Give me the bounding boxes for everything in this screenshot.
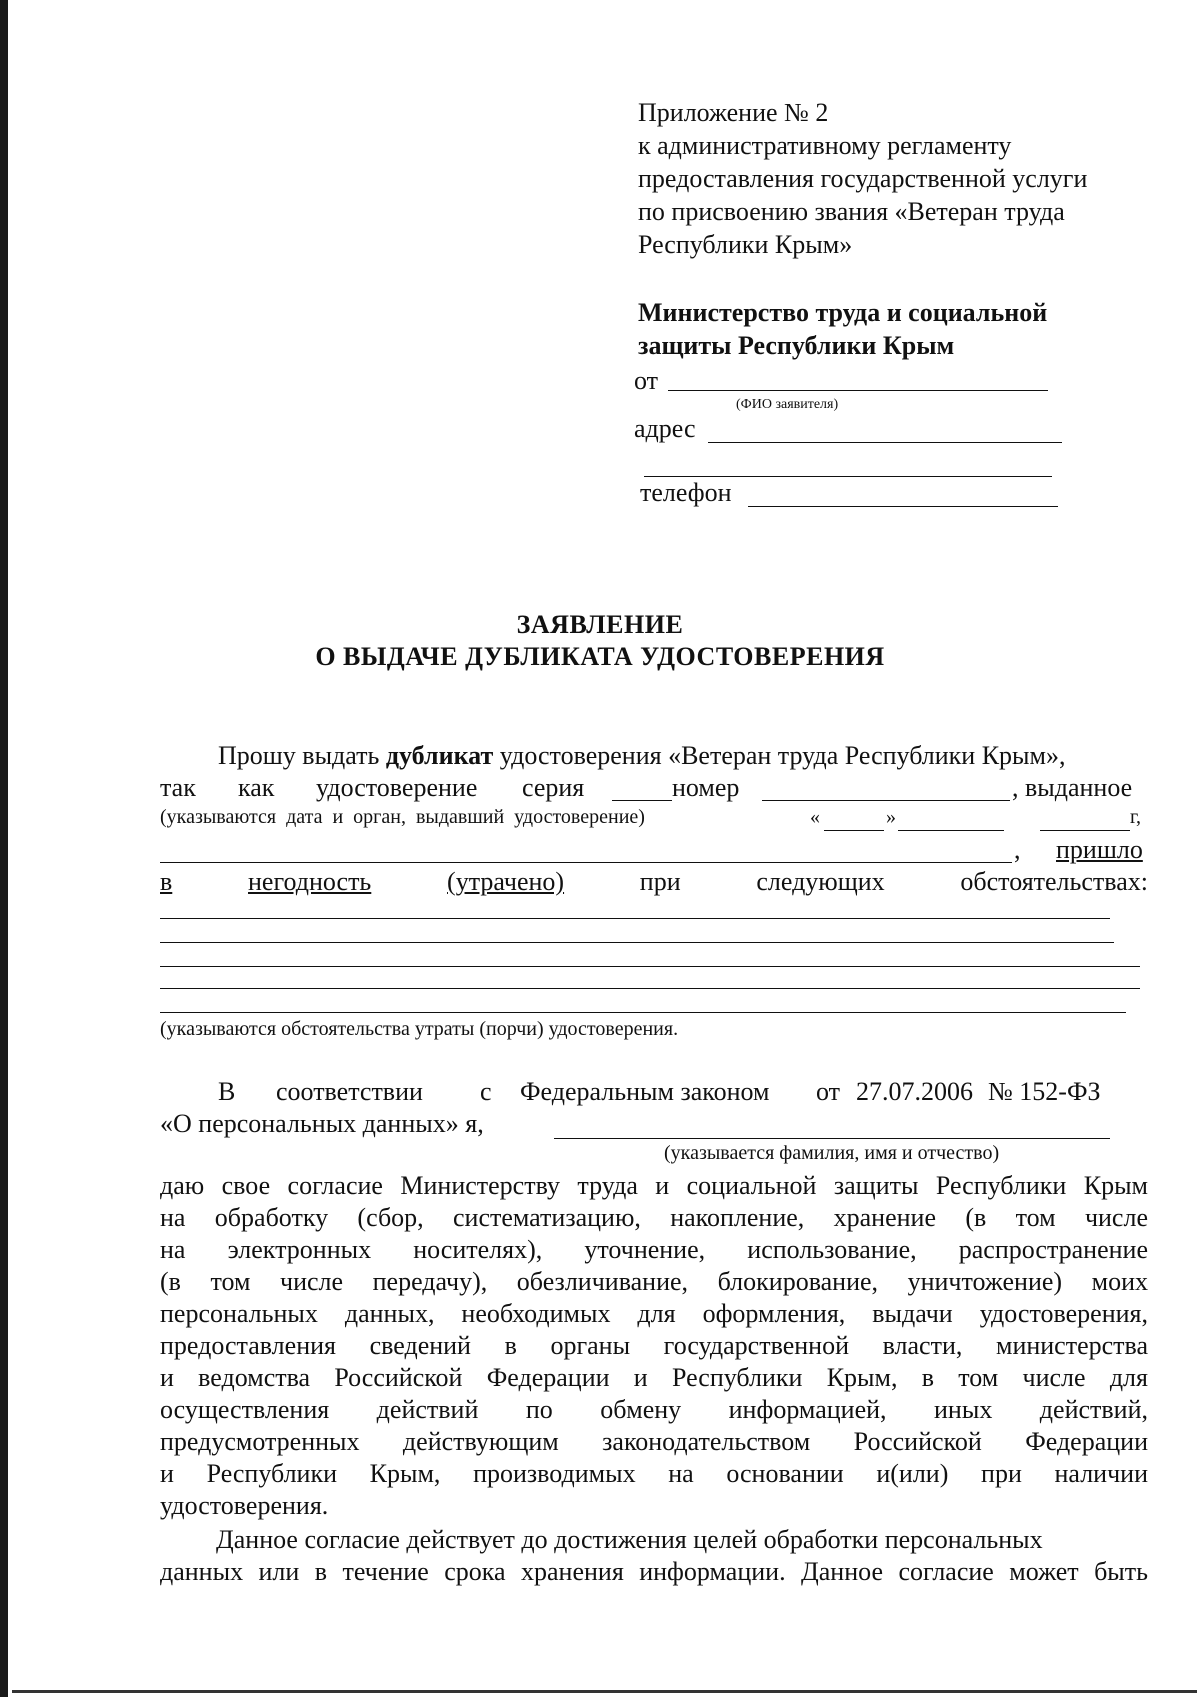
consent-body-line xyxy=(160,1362,1148,1394)
full-name-field[interactable] xyxy=(554,1138,1110,1139)
consent-body-line xyxy=(160,1202,1148,1234)
request-word: так xyxy=(160,773,196,802)
consent-text: даю свое согласие Министерству труда и социальной защиты Республики Крым xyxy=(160,1171,1148,1200)
consent-text: предусмотренных действующим законодательством Российской Федерации xyxy=(160,1427,1148,1456)
request-word: , выданное xyxy=(1012,773,1133,802)
request-line-5 xyxy=(160,866,1148,898)
request-word: серия xyxy=(522,773,585,802)
from-label: от xyxy=(634,366,659,395)
consent-text: предоставления сведений в органы государственной власти, министерства xyxy=(160,1331,1148,1360)
appendix-line: по присвоению звания «Ветеран труда xyxy=(638,197,1065,226)
consent-word: В xyxy=(218,1077,236,1106)
circumstances-field-line[interactable] xyxy=(160,918,1110,919)
document-subtitle: О ВЫДАЧЕ ДУБЛИКАТА УДОСТОВЕРЕНИЯ xyxy=(315,642,885,671)
request-text: удостоверения «Ветеран труда Республики Крым», xyxy=(493,741,1066,770)
ministry-line: Министерство труда и социальной xyxy=(638,298,1048,327)
consent-body-line xyxy=(160,1266,1148,1298)
month-field[interactable] xyxy=(898,830,1004,831)
number-field[interactable] xyxy=(762,800,1010,801)
phone-field[interactable] xyxy=(748,506,1058,507)
circumstances-field-line[interactable] xyxy=(160,942,1114,943)
validity-line-2 xyxy=(160,1556,1148,1588)
consent-body-line xyxy=(160,1234,1148,1266)
consent-text: и ведомства Российской Федерации и Республики Крым, в том числе для xyxy=(160,1363,1148,1392)
consent-text: на обработку (сбор, систематизацию, накопление, хранение (в том числе xyxy=(160,1203,1148,1232)
consent-body-line xyxy=(160,1170,1148,1202)
consent-word: Федеральным законом xyxy=(520,1077,770,1106)
consent-text: на электронных носителях), уточнение, использование, распространение xyxy=(160,1235,1148,1264)
request-word: при xyxy=(639,867,681,896)
consent-body-line xyxy=(160,1298,1148,1330)
request-word: номер xyxy=(672,773,740,802)
appendix-line: Приложение № 2 xyxy=(638,98,829,127)
day-field[interactable] xyxy=(824,830,884,831)
request-text: Прошу выдать xyxy=(218,741,386,770)
circumstances-field-line[interactable] xyxy=(160,966,1140,967)
issue-caption: (указываются дата и орган, выдавший удостоверение) xyxy=(160,806,645,828)
circumstances-caption: (указываются обстоятельства утраты (порчи) удостоверения. xyxy=(160,1018,679,1040)
document-title: ЗАЯВЛЕНИЕ xyxy=(516,610,684,639)
request-word: обстоятельствах: xyxy=(960,867,1148,896)
request-word: пришло xyxy=(1056,835,1143,864)
consent-word: № 152-ФЗ xyxy=(988,1077,1101,1106)
year-field[interactable] xyxy=(1040,830,1130,831)
request-word: как xyxy=(238,773,275,802)
request-line-1 xyxy=(218,740,1065,772)
quote-close: » xyxy=(886,806,896,828)
consent-word: 27.07.2006 xyxy=(856,1077,973,1106)
circumstances-field-line[interactable] xyxy=(160,988,1140,989)
consent-text: персональных данных, необходимых для оформления, выдачи удостоверения, xyxy=(160,1299,1148,1328)
consent-text: данных или в течение срока хранения информации. Данное согласие может быть xyxy=(160,1557,1148,1586)
appendix-header xyxy=(638,96,1158,261)
request-word: негодность xyxy=(248,867,372,896)
request-bold-word: дубликат xyxy=(385,741,494,770)
ministry-line: защиты Республики Крым xyxy=(638,331,955,360)
consent-text: (в том числе передачу), обезличивание, блокирование, уничтожение) моих xyxy=(160,1267,1148,1296)
series-field[interactable] xyxy=(612,800,672,801)
request-comma: , xyxy=(1014,835,1021,864)
address-field-line2[interactable] xyxy=(644,476,1052,477)
year-suffix: г, xyxy=(1130,806,1141,828)
appendix-line: к административному регламенту xyxy=(638,131,1012,160)
consent-word: соответствии xyxy=(276,1077,423,1106)
consent-body-line xyxy=(160,1458,1148,1490)
consent-body-last: удостоверения. xyxy=(160,1491,329,1520)
request-word: следующих xyxy=(756,867,885,896)
consent-word: с xyxy=(480,1077,492,1106)
consent-text: и Республики Крым, производимых на основании и(или) при наличии xyxy=(160,1459,1148,1488)
request-word: в xyxy=(160,867,173,896)
validity-line-1: Данное согласие действует до достижения целей обработки персональных xyxy=(216,1525,1043,1554)
consent-text: осуществления действий по обмену информацией, иных действий, xyxy=(160,1395,1148,1424)
circumstances-field-line[interactable] xyxy=(160,1012,1126,1013)
consent-body-line xyxy=(160,1330,1148,1362)
address-label: адрес xyxy=(634,414,696,443)
phone-label: телефон xyxy=(640,478,732,507)
ministry-name xyxy=(638,296,1158,362)
request-word: удостоверение xyxy=(316,773,478,802)
consent-body-line xyxy=(160,1394,1148,1426)
consent-word: от xyxy=(816,1077,841,1106)
address-field[interactable] xyxy=(708,442,1062,443)
full-name-caption: (указывается фамилия, имя и отчество) xyxy=(664,1142,1000,1164)
request-word: (утрачено) xyxy=(447,867,565,896)
appendix-line: предоставления государственной услуги xyxy=(638,164,1088,193)
consent-body-line xyxy=(160,1426,1148,1458)
appendix-line: Республики Крым» xyxy=(638,230,853,259)
consent-line-2: «О персональных данных» я, xyxy=(160,1109,484,1138)
from-field[interactable] xyxy=(668,390,1048,391)
quote-open: « xyxy=(810,806,820,828)
issuer-field[interactable] xyxy=(160,862,1012,863)
from-caption: (ФИО заявителя) xyxy=(736,397,839,412)
